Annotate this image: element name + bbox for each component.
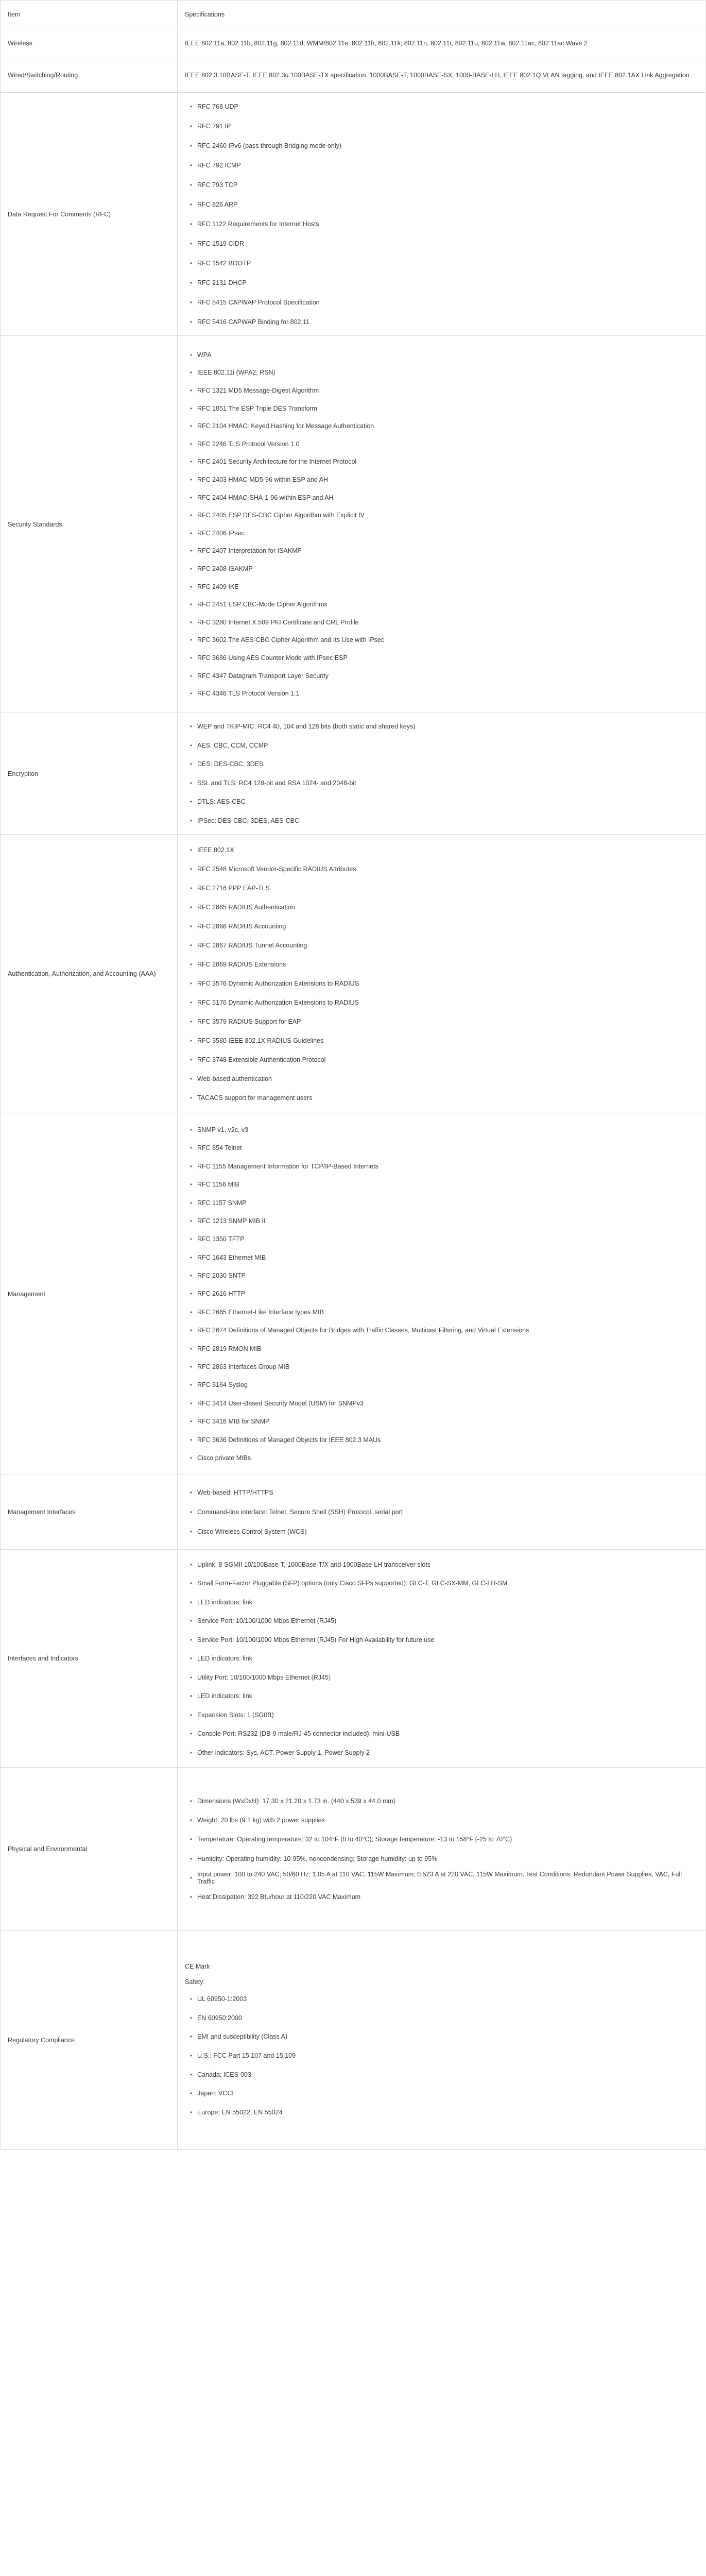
- list-item: • U.S.: FCC Part 15.107 and 15.109: [185, 2046, 698, 2065]
- spec-plain-line: CE Mark: [185, 1962, 210, 1970]
- list-item: • Japan: VCCI: [185, 2084, 698, 2103]
- spec-row: [1, 1768, 706, 1931]
- list-item: • WPA: [185, 346, 698, 364]
- spec-row: [1, 835, 706, 1113]
- list-item: • Service Port: 10/100/1000 Mbps Ethernet (RJ45) For High Availability for future use: [185, 1630, 698, 1649]
- spec-row: [1, 336, 706, 713]
- list-item: • RFC 2246 TLS Protocol Version 1.0: [185, 435, 698, 453]
- list-item: • RFC 5415 CAPWAP Protocol Specification: [185, 293, 698, 312]
- spec-list: [185, 1990, 698, 2122]
- list-item: • RFC 2030 SNTP: [185, 1266, 698, 1284]
- list-item: • Web-based: HTTP/HTTPS: [185, 1483, 698, 1502]
- item-label: Item: [8, 10, 21, 18]
- list-item: • RFC 1519 CIDR: [185, 234, 698, 253]
- list-item: • DTLS: AES-CBC: [185, 792, 698, 811]
- list-item: • RFC 3636 Definitions of Managed Objects for IEEE 802.3 MAUs: [185, 1431, 698, 1449]
- list-item: • RFC 4347 Datagram Transport Layer Security: [185, 667, 698, 685]
- item-label: Encryption: [8, 770, 39, 777]
- list-item: • Dimensions (WxDxH): 17.30 x 21.20 x 1.73 in. (440 x 539 x 44.0 mm): [185, 1791, 698, 1810]
- list-item: • Utility Port: 10/100/1000 Mbps Ethernet (RJ45): [185, 1668, 698, 1687]
- spec-value-cell: [178, 58, 706, 93]
- spec-value-cell: [178, 1113, 706, 1475]
- list-item: • DES: DES-CBC, 3DES: [185, 755, 698, 774]
- item-cell: [1, 1, 178, 28]
- list-item: • RFC 3280 Internet X.509 PKI Certificate and CRL Profile: [185, 613, 698, 631]
- spec-row: [1, 58, 706, 93]
- list-item: • RFC 2404 HMAC-SHA-1-96 within ESP and AH: [185, 488, 698, 506]
- spec-list: [185, 1555, 698, 1762]
- list-item: • RFC 1350 TFTP: [185, 1230, 698, 1248]
- list-item: • RFC 2865 RADIUS Authentication: [185, 897, 698, 917]
- spec-text: IEEE 802.11a, 802.11b, 802.11g, 802.11d, WMM/802.11e, 802.11h, 802.11k, 802.11n, 802.11r, 802.11u, 802.11w, 802.11ac, 802.11ac Wave 2: [185, 39, 588, 47]
- list-item: • Web-based authentication: [185, 1069, 698, 1088]
- item-label: Management: [8, 1290, 45, 1298]
- list-item: • RFC 3580 IEEE 802.1X RADIUS Guidelines: [185, 1031, 698, 1050]
- list-item: • RFC 2408 ISAKMP: [185, 560, 698, 578]
- spec-value-cell: [178, 1550, 706, 1768]
- list-item: • RFC 2866 RADIUS Accounting: [185, 917, 698, 936]
- list-item: • RFC 2406 IPsec: [185, 524, 698, 543]
- list-item: • RFC 4346 TLS Protocol Version 1.1: [185, 685, 698, 703]
- item-label: Wired/Switching/Routing: [8, 72, 78, 79]
- spec-value-cell: [178, 1768, 706, 1931]
- list-item: • Command-line interface: Telnet, Secure Shell (SSH) Protocol, serial port: [185, 1502, 698, 1522]
- list-item: • Cisco Wireless Control System (WCS): [185, 1522, 698, 1541]
- spec-table-body: [1, 1, 706, 2150]
- spec-row: [1, 1113, 706, 1475]
- list-item: • RFC 2548 Microsoft Vendor-Specific RADIUS Attributes: [185, 859, 698, 878]
- spec-plain-line: Safety:: [185, 1978, 205, 1986]
- list-item: • RFC 2616 HTTP: [185, 1285, 698, 1303]
- list-item: • RFC 1851 The ESP Triple DES Transform: [185, 399, 698, 417]
- list-item: • RFC 3748 Extensible Authentication Protocol: [185, 1050, 698, 1069]
- list-item: • RFC 5416 CAPWAP Binding for 802.11: [185, 312, 698, 332]
- spec-value-cell: [178, 28, 706, 58]
- list-item: • RFC 5176 Dynamic Authorization Extensions to RADIUS: [185, 993, 698, 1012]
- list-item: • RFC 2819 RMON MIB: [185, 1340, 698, 1358]
- list-item: • RFC 2460 IPv6 (pass through Bridging mode only): [185, 136, 698, 156]
- list-item: • Canada: ICES-003: [185, 2065, 698, 2084]
- spec-value-cell: [178, 1931, 706, 2150]
- spec-row: [1, 1475, 706, 1550]
- list-item: • RFC 2665 Ethernet-Like Interface types MIB: [185, 1303, 698, 1321]
- item-cell: [1, 1113, 178, 1475]
- list-item: • RFC 1157 SNMP: [185, 1194, 698, 1212]
- spec-value-cell: [178, 713, 706, 835]
- spec-header-cell: [178, 1, 706, 28]
- spec-list: [185, 717, 698, 830]
- list-item: • IEEE 802.11i (WPA2, RSN): [185, 364, 698, 382]
- list-item: • RFC 2401 Security Architecture for the Internet Protocol: [185, 453, 698, 471]
- spec-row: [1, 1931, 706, 2150]
- item-cell: [1, 713, 178, 835]
- list-item: • RFC 2403 HMAC-MD5-96 within ESP and AH: [185, 471, 698, 489]
- item-label: Security Standards: [8, 520, 62, 528]
- list-item: • RFC 1155 Management Information for TCP/IP-Based Internets: [185, 1157, 698, 1175]
- spec-value-cell: [178, 336, 706, 713]
- item-cell: [1, 835, 178, 1113]
- item-cell: [1, 1550, 178, 1768]
- list-item: • Small Form-Factor Pluggable (SFP) options (only Cisco SFPs supported): GLC-T, GLC-SX-MM, GLC-LH-SM: [185, 1574, 698, 1593]
- spec-header-label: Specifications: [185, 10, 225, 18]
- list-item: • Service Port: 10/100/1000 Mbps Ethernet (RJ45): [185, 1612, 698, 1631]
- list-item: • Humidity: Operating humidity: 10-95%, noncondensing; Storage humidity: up to 95%: [185, 1849, 698, 1868]
- list-item: • Expansion Slots: 1 (SG0B): [185, 1705, 698, 1724]
- list-item: • RFC 2407 Interpretation for ISAKMP: [185, 542, 698, 560]
- list-item: • RFC 791 IP: [185, 116, 698, 136]
- list-item: • RFC 2869 RADIUS Extensions: [185, 955, 698, 974]
- list-item: • LED indicators: link: [185, 1592, 698, 1612]
- list-item: • RFC 792 ICMP: [185, 156, 698, 175]
- list-item: • Heat Dissipation: 392 Btu/hour at 110/220 VAC Maximum: [185, 1887, 698, 1906]
- spec-text: IEEE 802.3 10BASE-T, IEEE 802.3u 100BASE-TX specification, 1000BASE-T, 1000BASE-SX, 1000-BASE-LH, IEEE 802.1Q VLAN tagging, and IEEE 802.1AX Link Aggregation: [185, 72, 690, 79]
- list-item: • RFC 2716 PPP EAP-TLS: [185, 878, 698, 897]
- list-item: • LED indicators: link: [185, 1687, 698, 1706]
- item-label: Management Interfaces: [8, 1509, 76, 1516]
- list-item: • RFC 2405 ESP DES-CBC Cipher Algorithm with Explicit IV: [185, 506, 698, 524]
- list-item: • Europe: EN 55022, EN 55024: [185, 2103, 698, 2122]
- spec-row: [1, 1550, 706, 1768]
- spec-value-cell: [178, 835, 706, 1113]
- list-item: • AES: CBC, CCM, CCMP: [185, 736, 698, 755]
- spec-list: [185, 840, 698, 1107]
- spec-list: [185, 97, 698, 332]
- spec-list: [185, 1791, 698, 1906]
- item-label: Interfaces and Indicators: [8, 1655, 78, 1662]
- list-item: • RFC 3418 MIB for SNMP: [185, 1413, 698, 1431]
- list-item: • Other indicators: Sys, ACT, Power Supply 1, Power Supply 2: [185, 1743, 698, 1762]
- spec-list: [185, 346, 698, 703]
- item-cell: [1, 28, 178, 58]
- table-header-row: [1, 1, 706, 28]
- list-item: • RFC 3164 Syslog: [185, 1376, 698, 1394]
- list-item: • RFC 793 TCP: [185, 175, 698, 195]
- list-item: • RFC 854 Telnet: [185, 1139, 698, 1157]
- item-label: Physical and Environmental: [8, 1845, 88, 1853]
- list-item: • RFC 2674 Definitions of Managed Objects for Bridges with Traffic Classes, Multicast Filtering, and Virtual Extensions: [185, 1321, 698, 1340]
- list-item: • RFC 2867 RADIUS Tunnel Accounting: [185, 936, 698, 955]
- spec-row: [1, 93, 706, 336]
- list-item: • UL 60950-1:2003: [185, 1990, 698, 2009]
- item-cell: [1, 1475, 178, 1550]
- list-item: • TACACS support for management users: [185, 1088, 698, 1107]
- list-item: • SNMP v1, v2c, v3: [185, 1121, 698, 1139]
- spec-list: [185, 1121, 698, 1467]
- list-item: • RFC 3414 User-Based Security Model (USM) for SNMPv3: [185, 1394, 698, 1412]
- list-item: • EN 60950:2000: [185, 2009, 698, 2028]
- list-item: • LED indicators: link: [185, 1649, 698, 1668]
- list-item: • Console Port: RS232 (DB-9 male/RJ-45 connector included), mini-USB: [185, 1724, 698, 1743]
- list-item: • RFC 1321 MD5 Message-Digest Algorithm: [185, 382, 698, 400]
- item-label: Authentication, Authorization, and Accounting (AAA): [8, 970, 156, 977]
- spec-value-cell: [178, 1475, 706, 1550]
- list-item: • RFC 3576 Dynamic Authorization Extensions to RADIUS: [185, 974, 698, 993]
- list-item: • IPSec: DES-CBC, 3DES, AES-CBC: [185, 811, 698, 831]
- list-item: • RFC 1213 SNMP MIB II: [185, 1212, 698, 1230]
- list-item: • RFC 3579 RADIUS Support for EAP: [185, 1012, 698, 1031]
- list-item: • RFC 2104 HMAC: Keyed Hashing for Message Authentication: [185, 417, 698, 435]
- list-item: • Input power: 100 to 240 VAC; 50/60 Hz; 1.05 A at 110 VAC, 115W Maximum; 0.523 A at 220 VAC, 115W Maximum. Test Conditions: Redundant Power Supplies, VAC, Full Traffic: [185, 1868, 698, 1887]
- list-item: • RFC 3686 Using AES Counter Mode with IPsec ESP: [185, 649, 698, 667]
- spec-row: [1, 28, 706, 58]
- list-item: • RFC 3602 The AES-CBC Cipher Algorithm and Its Use with IPsec: [185, 631, 698, 649]
- list-item: • IEEE 802.1X: [185, 840, 698, 859]
- list-item: • RFC 2409 IKE: [185, 578, 698, 596]
- item-cell: [1, 1931, 178, 2150]
- list-item: • RFC 2451 ESP CBC-Mode Cipher Algorithms: [185, 596, 698, 614]
- item-cell: [1, 336, 178, 713]
- list-item: • RFC 1643 Ethernet MIB: [185, 1248, 698, 1266]
- item-label: Regulatory Compliance: [8, 2037, 75, 2044]
- item-cell: [1, 93, 178, 336]
- item-label: Data Request For Comments (RFC): [8, 210, 111, 218]
- spec-list: [185, 1483, 698, 1541]
- item-cell: [1, 1768, 178, 1931]
- list-item: • EMI and susceptibility (Class A): [185, 2027, 698, 2046]
- list-item: • Weight: 20 lbs (9.1 kg) with 2 power supplies: [185, 1811, 698, 1830]
- spec-row: [1, 713, 706, 835]
- list-item: • RFC 2131 DHCP: [185, 273, 698, 293]
- list-item: • RFC 1122 Requirements for Internet Hosts: [185, 214, 698, 234]
- item-label: Wireless: [8, 39, 32, 47]
- list-item: • Cisco private MIBs: [185, 1449, 698, 1467]
- list-item: • Uplink: 8 SGMII 10/100Base-T, 1000Base-T/X and 1000Base-LH transceiver slots: [185, 1555, 698, 1574]
- list-item: • RFC 826 ARP: [185, 195, 698, 214]
- item-cell: [1, 58, 178, 93]
- list-item: • RFC 1542 BOOTP: [185, 253, 698, 273]
- list-item: • RFC 2863 Interfaces Group MIB: [185, 1358, 698, 1376]
- list-item: • SSL and TLS: RC4 128-bit and RSA 1024- and 2048-bit: [185, 774, 698, 793]
- list-item: • RFC 1156 MIB: [185, 1175, 698, 1193]
- list-item: • RFC 768 UDP: [185, 97, 698, 116]
- list-item: • WEP and TKIP-MIC: RC4 40, 104 and 128 bits (both static and shared keys): [185, 717, 698, 736]
- list-item: • Temperature: Operating temperature: 32 to 104°F (0 to 40°C); Storage temperature: -13 to 158°F (-25 to 70°C): [185, 1830, 698, 1849]
- spec-value-cell: [178, 93, 706, 336]
